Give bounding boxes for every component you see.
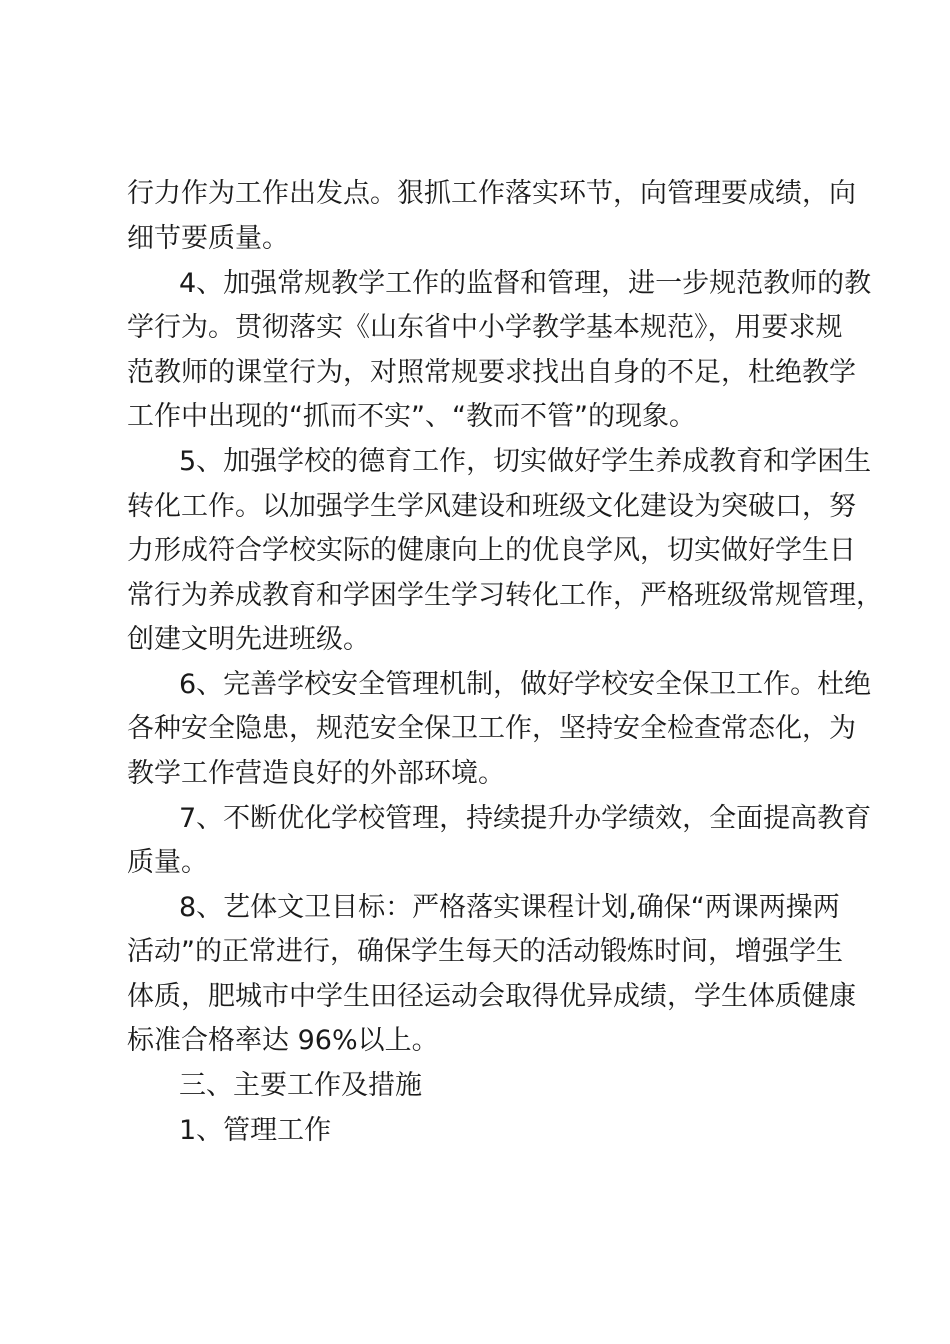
text-line: 活动”的正常进行，确保学生每天的活动锻炼时间，增强学生	[127, 936, 843, 967]
paragraph-8-start: 8、艺体文卫目标：严格落实课程计划,确保“两课两操两	[179, 892, 840, 923]
text-line: 常行为养成教育和学困学生学习转化工作，严格班级常规管理，	[127, 580, 883, 611]
text-line: 标准合格率达 96%以上。	[127, 1025, 439, 1056]
text-line: 创建文明先进班级。	[127, 624, 370, 655]
text-line: 转化工作。以加强学生学风建设和班级文化建设为突破口，努	[127, 491, 856, 522]
text-line: 学行为。贯彻落实《山东省中小学教学基本规范》，用要求规	[127, 312, 843, 343]
paragraph-4-start: 4、加强常规教学工作的监督和管理，进一步规范教师的教	[179, 268, 872, 299]
paragraph-5-start: 5、加强学校的德育工作，切实做好学生养成教育和学困生	[179, 446, 872, 477]
text-line: 细节要质量。	[127, 223, 289, 254]
paragraph-7-start: 7、不断优化学校管理，持续提升办学绩效，全面提高教育	[179, 803, 872, 834]
text-line: 行力作为工作出发点。狠抓工作落实环节，向管理要成绩，向	[127, 178, 856, 209]
text-line: 范教师的课堂行为，对照常规要求找出自身的不足，杜绝教学	[127, 357, 856, 388]
text-line: 工作中出现的“抓而不实”、“教而不管”的现象。	[127, 401, 696, 432]
section-heading: 三、主要工作及措施	[179, 1070, 422, 1101]
paragraph-6-start: 6、完善学校安全管理机制，做好学校安全保卫工作。杜绝	[179, 669, 872, 700]
text-line: 教学工作营造良好的外部环境。	[127, 758, 505, 789]
text-line: 各种安全隐患，规范安全保卫工作，坚持安全检查常态化，为	[127, 713, 856, 744]
subsection-heading: 1、管理工作	[179, 1115, 332, 1146]
text-line: 力形成符合学校实际的健康向上的优良学风，切实做好学生日	[127, 535, 856, 566]
text-line: 质量。	[127, 847, 208, 878]
text-line: 体质，肥城市中学生田径运动会取得优异成绩，学生体质健康	[127, 981, 856, 1012]
